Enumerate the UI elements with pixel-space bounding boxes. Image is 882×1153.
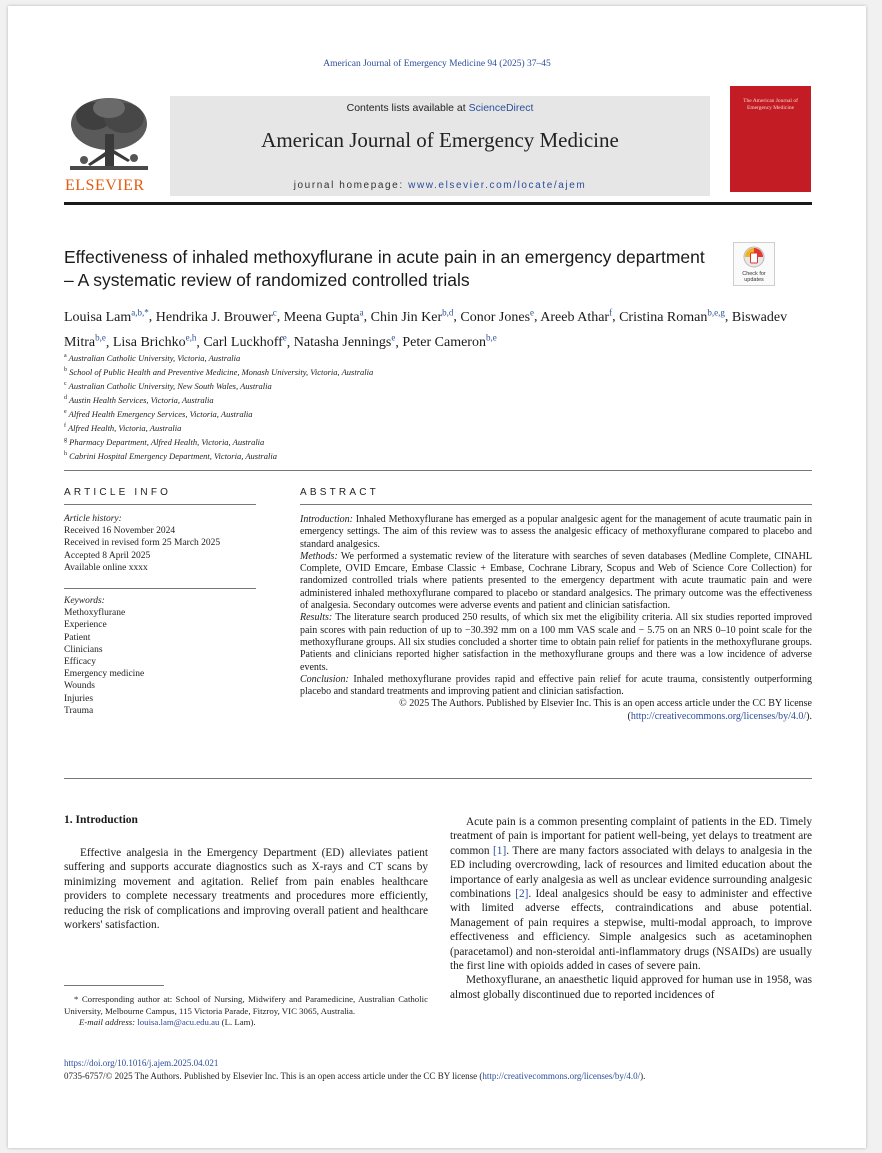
author-list: Louisa Lam$^{a,b,*}$, Hendrika J. Brouwer$^c$, Meena Gupta$^a$, Chin Jin Ker$^{b,d}$, Conor Jones$^e$, Areeb Athar$^f$, Cristina Roman$^{b,e,g}$, Biswadev Mitra$^{b,e}$, Lisa Brichko$^{e,h}$, Carl Luckhoff$^e$, Natasha Jennings$^e$, Peter Cameron$^{b,e}$ xyxy=(64,307,788,351)
keyword-item: Efficacy xyxy=(64,657,96,668)
author-affiliation-marker[interactable]: a,b,* xyxy=(131,307,149,317)
affiliation-text: Pharmacy Department, Alfred Health, Victoria, Australia xyxy=(69,437,265,448)
author-affiliation-marker[interactable]: e,h xyxy=(185,332,197,343)
keyword-item: Wounds xyxy=(64,681,95,692)
affiliation-key: e xyxy=(64,409,67,416)
abstract-copyright xyxy=(300,698,812,723)
paper-title: Effectiveness of inhaled methoxyflurane in acute pain in an emergency department – A systematic review of randomized controlled trials xyxy=(64,247,705,290)
keyword-item: Trauma xyxy=(64,705,94,716)
author-name: Carl Luckhoff xyxy=(203,335,283,351)
keywords-list xyxy=(64,607,256,717)
author-name: Peter Cameron xyxy=(402,335,486,351)
copyright-license-link[interactable]: http://creativecommons.org/licenses/by/4.0/ xyxy=(630,710,807,722)
check-updates-icon xyxy=(743,246,765,268)
contents-line xyxy=(170,102,710,114)
reference-2-link[interactable]: [2] xyxy=(515,888,529,901)
cover-title: The American Journal of Emergency Medicine xyxy=(743,98,798,111)
affiliation-key: d xyxy=(64,395,67,402)
corresponding-author-footnote xyxy=(64,994,428,1029)
license-link[interactable]: http://creativecommons.org/licenses/by/4.0/ xyxy=(482,1071,641,1081)
author-affiliation-marker[interactable]: e xyxy=(282,332,287,343)
abstract-body xyxy=(300,514,812,723)
check-for-updates-badge[interactable] xyxy=(733,242,775,286)
abstract-conclusion xyxy=(300,674,812,699)
author-name: Chin Jin Ker xyxy=(370,309,443,325)
methods-label: Methods: xyxy=(300,550,338,562)
footnote-text-line xyxy=(64,994,428,1017)
license-suffix: ). xyxy=(640,1071,646,1081)
author-affiliation-marker[interactable]: b,d xyxy=(442,307,454,317)
abstract-methods xyxy=(300,551,812,612)
abstract-end-rule xyxy=(64,778,812,779)
license-line xyxy=(64,1071,645,1081)
affiliation-item xyxy=(64,350,664,364)
author-name: Lisa Brichko xyxy=(112,335,186,351)
keyword-item: Injuries xyxy=(64,693,94,704)
author[interactable] xyxy=(293,332,396,351)
author[interactable] xyxy=(112,332,197,351)
author-affiliation-marker[interactable]: a xyxy=(359,307,364,317)
email-suffix: (L. Lam). xyxy=(221,1017,256,1027)
conclusion-text: Inhaled methoxyflurane provides rapid and effective pain relief for acute trauma, consistently outperforming placebo and standard treatments and improving patient and clinician satisfaction. xyxy=(300,673,813,698)
affiliation-item xyxy=(64,406,664,420)
author[interactable] xyxy=(402,332,497,351)
results-text: The literature search produced 250 results, of which six met the eligibility criteria. All six studies reported improved pain scores with pain reduction of up to −30.392 mm on a 100 mm VAS scale and − 5.75 on an NRS 0–10 point scale for the methoxyflurane groups. All six studies concluded a shorter time to obtain pain relief for patients in the methoxyflurane groups. Patients and clinicians reported higher satisfaction in the methoxyflurane groups and there was a low incidence of adverse events. xyxy=(300,612,812,673)
journal-cover[interactable] xyxy=(730,86,811,192)
intro-text: Inhaled Methoxyflurane has emerged as a popular analgesic agent for the management of acute traumatic pain in emergency settings. The aim of this review was to assess the analgesic efficacy of methoxyflurane compared to placebo and standard analgesics. xyxy=(300,514,812,550)
article-info-rule xyxy=(64,504,256,505)
affiliation-list xyxy=(64,350,664,462)
author-affiliation-marker[interactable]: e xyxy=(391,332,396,343)
methods-text: We performed a systematic review of the literature with searches of seven databases (Medline Complete, CINAHL Complete, OVID Emcare, Embase Classic + Embase, Cochrane Library, Scopus and Web of Science Core Collection) for randomized controlled trials where patients presented to the emergency department with acute traumatic pain and were administered inhaled methoxyflurane compared to placebo or standard analgesics. The primary outcome was the effectiveness of analgesia. Secondary outcomes were adverse events and patient and clinician satisfaction. xyxy=(300,550,812,612)
affiliation-key: c xyxy=(64,381,67,388)
author-name: Cristina Roman xyxy=(619,309,708,325)
author-affiliation-marker[interactable]: f xyxy=(609,307,613,317)
keyword-item: Methoxyflurane xyxy=(64,608,126,619)
para1-part-b: . There are many factors associated with delays to analgesia in the ED including overcrowding, lack of resources and limited education about the importance of early analgesia as well as unclear evidence surrounding analgesic combinations xyxy=(450,844,812,901)
affiliation-item xyxy=(64,434,664,448)
affiliation-key: f xyxy=(64,423,66,430)
author[interactable] xyxy=(370,307,454,325)
keywords-rule xyxy=(64,588,256,589)
author[interactable] xyxy=(283,307,364,325)
author-affiliation-marker[interactable]: b,e xyxy=(95,332,106,343)
affiliation-text: Austin Health Services, Victoria, Australia xyxy=(68,394,214,405)
copyright-text: © 2025 The Authors. Published by Elsevier Inc. This is an open access article under the CC BY license ( xyxy=(399,698,812,722)
affiliation-item xyxy=(64,378,664,392)
abstract-results xyxy=(300,612,812,673)
affiliation-key: h xyxy=(64,451,67,458)
homepage-link[interactable]: www.elsevier.com/locate/ajem xyxy=(408,180,587,191)
header-rule xyxy=(64,202,812,205)
affiliation-key: g xyxy=(64,437,67,444)
elsevier-wordmark: ELSEVIER xyxy=(65,177,145,194)
affil-rule xyxy=(64,470,812,471)
author-affiliation-marker[interactable]: c xyxy=(272,307,277,317)
author-name: Biswadev Mitra xyxy=(64,309,788,351)
journal-title: American Journal of Emergency Medicine xyxy=(261,128,619,152)
affiliation-item xyxy=(64,392,664,406)
keyword-item: Patient xyxy=(64,632,91,643)
affiliation-item xyxy=(64,448,664,462)
affiliation-text: Australian Catholic University, Victoria, Australia xyxy=(68,352,241,363)
article-page xyxy=(8,6,866,1148)
author[interactable] xyxy=(619,307,725,325)
affiliation-text: Cabrini Hospital Emergency Department, Victoria, Australia xyxy=(69,451,277,462)
author-name: Areeb Athar xyxy=(540,309,610,325)
keyword-item: Clinicians xyxy=(64,644,103,655)
history-item: Received 16 November 2024 xyxy=(64,526,176,537)
intro-left-paragraph: Effective analgesia in the Emergency Department (ED) alleviates patient suffering and supports accurate diagnostics such as X-rays and CT scans by minimizing movement and agitation. Relief from pain enables healthcare providers to complete necessary treatments and procedures more efficiently, reducing the risk of complications and improving overall patient and healthcare workers' satisfaction. xyxy=(64,847,428,932)
check-updates-label: Check for updates xyxy=(742,271,766,283)
author-name: Louisa Lam xyxy=(64,309,132,325)
author-affiliation-marker[interactable]: e xyxy=(530,307,535,317)
copyright-end: ). xyxy=(806,710,812,722)
history-item: Accepted 8 April 2025 xyxy=(64,550,151,561)
abstract-introduction xyxy=(300,514,812,551)
author[interactable] xyxy=(64,307,149,325)
author[interactable] xyxy=(155,307,277,325)
reference-1-link[interactable]: [1] xyxy=(493,844,507,857)
keyword-item: Experience xyxy=(64,620,107,631)
intro-right-paragraph-2: Methoxyflurane, an anaesthetic liquid approved for human use in 1958, was almost globally discontinued due to reported incidences of xyxy=(450,974,812,1001)
footnote-marker: * xyxy=(74,994,79,1004)
contents-prefix: Contents lists available at xyxy=(346,102,466,114)
para1-part-c: . Ideal analgesics should be easy to administer and effective with limited adverse effects, contraindications and abuse potential. Management of pain requires a stepwise, multi-modal approach, to improve effectiveness and efficiency. Simple analgesics such as acetaminophen (paracetamol) and non-steroidal anti-inflammatory drugs (NSAIDs) are usually the first line with opioids added in cases of severe pain. xyxy=(450,888,812,973)
footnote-rule xyxy=(64,985,164,986)
abstract-rule xyxy=(300,504,812,505)
journal-banner xyxy=(170,96,710,196)
author-name: Natasha Jennings xyxy=(293,335,392,351)
para1-part-a: Acute pain is a common presenting complaint of patients in the ED. Timely treatment of pain is important for patient well-being, yet delays to treatment are common xyxy=(450,816,812,857)
article-history xyxy=(64,513,256,574)
email-label: E-mail address: xyxy=(79,1017,136,1027)
homepage-prefix: journal homepage: xyxy=(293,180,404,191)
affiliation-key: b xyxy=(64,367,67,374)
intro-label: Introduction: xyxy=(300,514,353,525)
journal-homepage xyxy=(170,180,710,191)
introduction-heading: 1. Introduction xyxy=(64,814,138,826)
author[interactable] xyxy=(540,307,613,325)
author-affiliation-marker[interactable]: b,e xyxy=(485,332,497,343)
article-info-heading: ARTICLE INFO xyxy=(64,487,172,498)
history-item: Available online xxxx xyxy=(64,562,148,573)
sciencedirect-link[interactable]: ScienceDirect xyxy=(468,102,534,114)
footnote-email-line xyxy=(64,1017,428,1029)
conclusion-label: Conclusion: xyxy=(300,673,349,685)
license-prefix: 0735-6757/© 2025 The Authors. Published by Elsevier Inc. This is an open access article under the CC BY license ( xyxy=(64,1071,483,1081)
journal-reference[interactable]: American Journal of Emergency Medicine 94 (2025) 37–45 xyxy=(323,59,551,69)
author-name: Hendrika J. Brouwer xyxy=(155,309,273,325)
email-link[interactable]: louisa.lam@acu.edu.au xyxy=(137,1017,220,1027)
affiliation-item xyxy=(64,420,664,434)
keyword-item: Emergency medicine xyxy=(64,669,145,680)
affiliation-text: Alfred Health Emergency Services, Victoria, Australia xyxy=(68,408,253,419)
affiliation-key: a xyxy=(64,353,67,359)
history-item: Received in revised form 25 March 2025 xyxy=(64,538,221,549)
keywords-block xyxy=(64,595,256,717)
doi-link[interactable]: https://doi.org/10.1016/j.ajem.2025.04.021 xyxy=(64,1058,219,1068)
history-list xyxy=(64,525,256,574)
affiliation-item xyxy=(64,364,664,378)
intro-right-column xyxy=(450,815,812,1002)
affiliation-text: Australian Catholic University, New South Wales, Australia xyxy=(68,380,272,391)
author-name: Meena Gupta xyxy=(283,309,360,325)
affiliation-text: School of Public Health and Preventive Medicine, Monash University, Victoria, Australia xyxy=(69,366,374,377)
author-name: Conor Jones xyxy=(460,309,531,325)
intro-left-column xyxy=(64,846,428,932)
footnote-text: Corresponding author at: School of Nursing, Midwifery and Paramedicine, Australian Catholic University, Melbourne Campus, 115 Victoria Parade, Fitzroy, VIC 3065, Australia. xyxy=(64,994,428,1016)
intro-right-paragraph-1 xyxy=(450,815,812,973)
abstract-heading: ABSTRACT xyxy=(300,487,379,498)
affiliation-text: Alfred Health, Victoria, Australia xyxy=(67,422,182,433)
results-label: Results: xyxy=(300,612,333,624)
history-label: Article history: xyxy=(64,514,122,524)
author[interactable] xyxy=(460,307,535,325)
author-affiliation-marker[interactable]: b,e,g xyxy=(707,307,725,317)
keywords-label: Keywords: xyxy=(64,596,105,606)
author[interactable] xyxy=(203,332,287,351)
